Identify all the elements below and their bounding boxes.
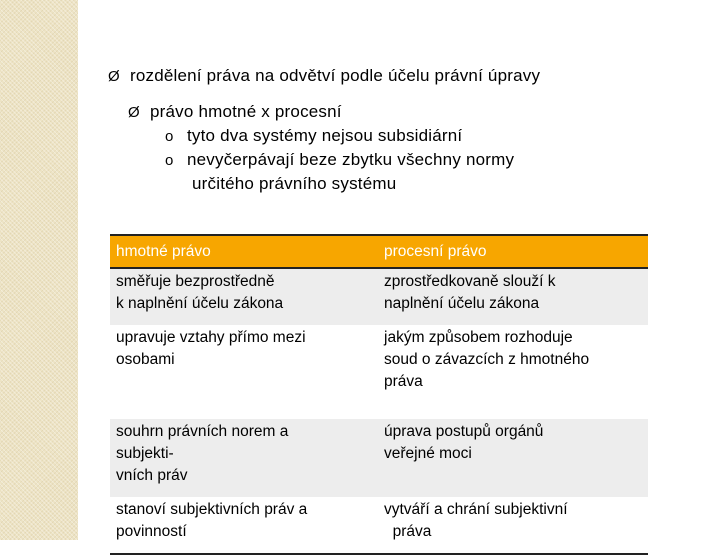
table-cell xyxy=(378,419,648,497)
cell-text: práva xyxy=(384,523,432,540)
bullet-item-topic xyxy=(108,66,540,86)
arrow-bullet-icon: Ø xyxy=(128,104,140,121)
bullet-text: nevyčerpávají beze zbytku všechny normy xyxy=(187,150,515,169)
cell-text: úprava postupů orgánů xyxy=(384,423,544,440)
cell-text: souhrn právních norem a xyxy=(116,423,289,440)
cell-text: upravuje vztahy přímo mezi xyxy=(116,329,306,346)
cell-text: osobami xyxy=(116,351,175,368)
comparison-table xyxy=(110,234,648,555)
decorative-side-strip xyxy=(0,0,78,540)
cell-text: k naplnění účelu zákona xyxy=(116,295,284,312)
bullet-text: právo hmotné x procesní xyxy=(150,102,342,121)
table-row xyxy=(110,497,648,554)
header-hmotne-pravo: hmotné právo xyxy=(110,235,378,268)
cell-text: subjekti- xyxy=(116,445,174,462)
cell-text: stanoví subjektivních práv a xyxy=(116,501,308,518)
bullet-text: tyto dva systémy nejsou subsidiární xyxy=(187,126,463,145)
header-procesni-pravo: procesní právo xyxy=(378,235,648,268)
cell-text: směřuje bezprostředně xyxy=(116,273,275,290)
cell-text: práva xyxy=(384,373,423,390)
cell-text: veřejné moci xyxy=(384,445,472,462)
cell-text: vytváří a chrání subjektivní xyxy=(384,501,568,518)
table-cell xyxy=(378,497,648,554)
arrow-bullet-icon: Ø xyxy=(108,68,120,85)
cell-text: povinností xyxy=(116,523,187,540)
circle-bullet-icon: o xyxy=(165,152,174,169)
bullet-item-subtopic xyxy=(128,102,342,122)
table-row xyxy=(110,268,648,325)
cell-text: soud o závazcích z hmotného xyxy=(384,351,590,368)
cell-text: jakým způsobem rozhoduje xyxy=(384,329,573,346)
cell-text: zprostředkovaně slouží k xyxy=(384,273,556,290)
table-cell xyxy=(378,325,648,419)
table-header-row xyxy=(110,235,648,268)
table-cell xyxy=(110,325,378,419)
table-cell xyxy=(110,268,378,325)
bullet-text: určitého právního systému xyxy=(192,174,397,193)
table-row xyxy=(110,419,648,497)
circle-bullet-icon: o xyxy=(165,128,174,145)
table-cell xyxy=(110,497,378,554)
cell-text: vních práv xyxy=(116,467,188,484)
bullet-item-point xyxy=(165,126,462,146)
bullet-item-continuation xyxy=(192,174,396,194)
bullet-item-point xyxy=(165,150,514,170)
bullet-text: rozdělení práva na odvětví podle účelu právní úpravy xyxy=(130,66,541,85)
table-cell xyxy=(110,419,378,497)
cell-text: naplnění účelu zákona xyxy=(384,295,540,312)
table-cell xyxy=(378,268,648,325)
table-row xyxy=(110,325,648,419)
